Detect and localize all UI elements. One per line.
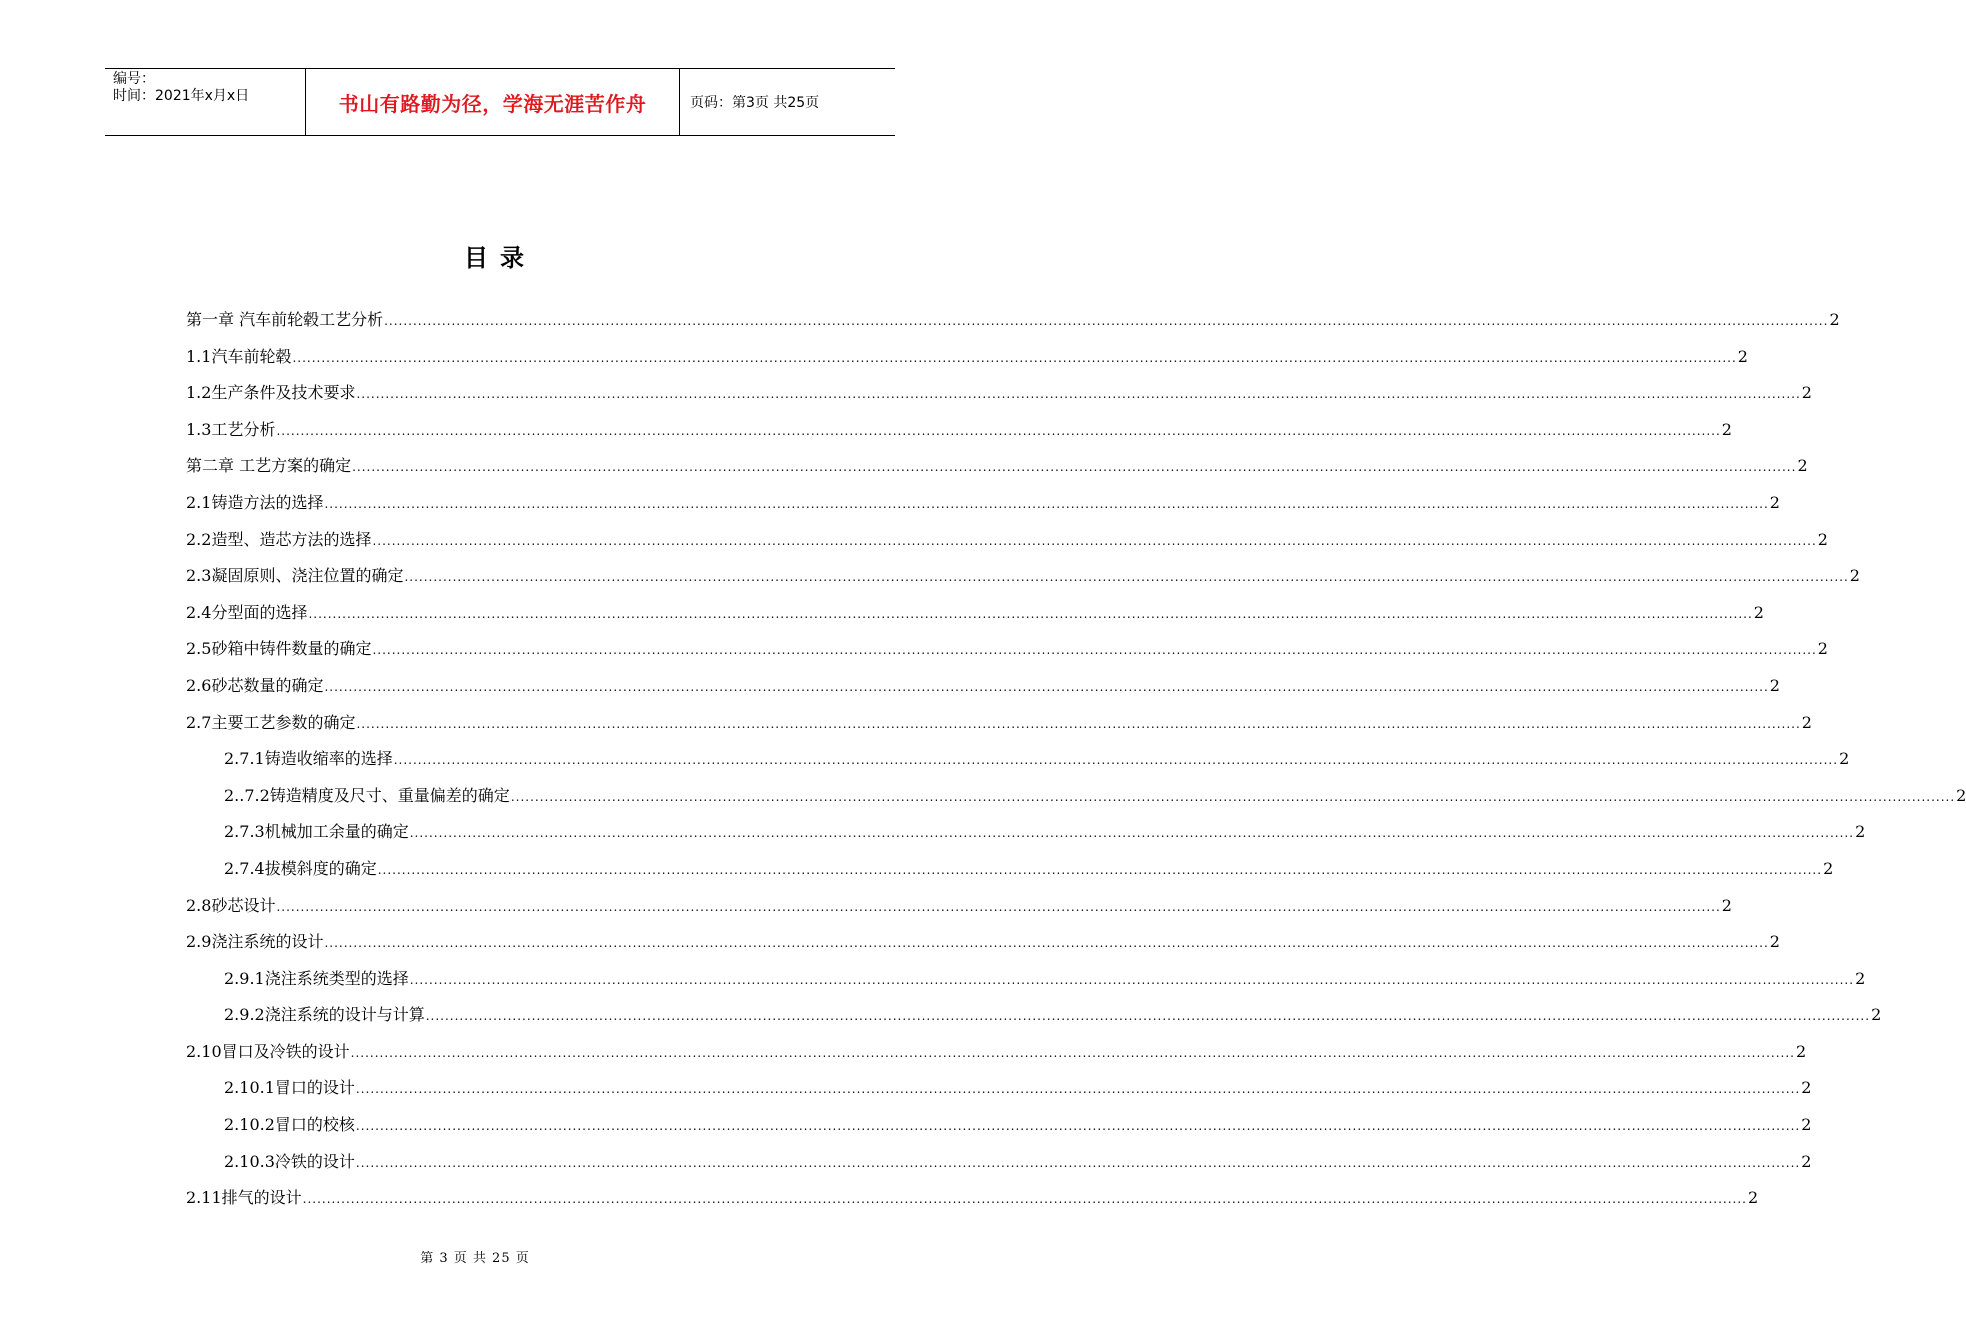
toc-entry[interactable] bbox=[186, 375, 1812, 412]
toc-leader-dots: ............................................................................................................................................................................................................................................................................................................ bbox=[324, 936, 1769, 951]
toc-leader-dots: ............................................................................................................................................................................................................................................................................................................ bbox=[276, 423, 1721, 438]
toc-entry-title: 2.9浇注系统的设计 bbox=[186, 932, 324, 952]
toc-entry[interactable] bbox=[186, 705, 1812, 742]
page-title: 目录 bbox=[464, 244, 536, 272]
toc-entry-page: 2 bbox=[1871, 1005, 1882, 1025]
toc-entry-page: 2 bbox=[1855, 822, 1866, 842]
toc-entry-page: 2 bbox=[1956, 785, 1966, 805]
toc-entry[interactable] bbox=[186, 997, 1882, 1034]
header-motto: 书山有路勤为径，学海无涯苦作舟 bbox=[306, 69, 680, 135]
toc-entry-title: 1.2生产条件及技术要求 bbox=[186, 383, 356, 403]
toc-entry-title: 2.9.2浇注系统的设计与计算 bbox=[224, 1005, 425, 1025]
page-footer: 第 3 页 共 25 页 bbox=[420, 1251, 530, 1266]
toc-leader-dots: ............................................................................................................................................................................................................................................................................................................ bbox=[308, 606, 1753, 621]
toc-entry-page: 2 bbox=[1849, 566, 1860, 586]
toc-entry[interactable] bbox=[186, 631, 1828, 668]
toc-entry-title: 2..7.2铸造精度及尺寸、重量偏差的确定 bbox=[224, 785, 510, 805]
header-page-info: 页码：第3页 共25页 bbox=[690, 95, 820, 111]
toc-entry-title: 1.1汽车前轮毂 bbox=[186, 346, 292, 366]
toc-entry-title: 2.7主要工艺参数的确定 bbox=[186, 712, 356, 732]
toc-leader-dots: ............................................................................................................................................................................................................................................................................................................ bbox=[384, 314, 1829, 328]
toc-entry-title: 2.7.1铸造收缩率的选择 bbox=[224, 749, 393, 769]
toc-entry-title: 1.3工艺分析 bbox=[186, 419, 276, 439]
toc-entry[interactable] bbox=[186, 339, 1748, 376]
toc-entry-page: 2 bbox=[1801, 383, 1812, 403]
toc-entry-page: 2 bbox=[1817, 639, 1828, 659]
toc-entry-title: 2.1铸造方法的选择 bbox=[186, 492, 324, 512]
toc-leader-dots: ............................................................................................................................................................................................................................................................................................................ bbox=[352, 460, 1797, 475]
toc-entry-title: 2.5砂箱中铸件数量的确定 bbox=[186, 639, 372, 659]
toc-entry-title: 2.9.1浇注系统类型的选择 bbox=[224, 968, 409, 988]
toc-leader-dots: ............................................................................................................................................................................................................................................................................................................ bbox=[356, 387, 1801, 402]
toc-entry-page: 2 bbox=[1817, 529, 1828, 549]
toc-entry-title: 2.3凝固原则、浇注位置的确定 bbox=[186, 566, 404, 586]
toc-entry[interactable] bbox=[186, 961, 1866, 998]
toc-leader-dots: ............................................................................................................................................................................................................................................................................................................ bbox=[324, 679, 1769, 694]
toc-entry[interactable] bbox=[186, 595, 1764, 632]
toc-leader-dots: ............................................................................................................................................................................................................................................................................................................ bbox=[350, 1045, 1795, 1060]
toc-entry-page: 2 bbox=[1737, 346, 1748, 366]
toc-entry[interactable] bbox=[186, 485, 1780, 522]
toc-entry-title: 2.7.4拔模斜度的确定 bbox=[224, 858, 377, 878]
toc-entry[interactable] bbox=[186, 302, 1840, 339]
toc-entry[interactable] bbox=[186, 1070, 1812, 1107]
toc-entry-title: 第二章 工艺方案的确定 bbox=[186, 456, 352, 476]
toc-entry-title: 2.11排气的设计 bbox=[186, 1188, 302, 1208]
toc-entry[interactable] bbox=[186, 1107, 1812, 1144]
toc-entry-title: 2.6砂芯数量的确定 bbox=[186, 675, 324, 695]
toc-entry-title: 2.8砂芯设计 bbox=[186, 895, 276, 915]
toc-entry-page: 2 bbox=[1829, 310, 1840, 329]
toc-leader-dots: ............................................................................................................................................................................................................................................................................................................ bbox=[302, 1192, 1747, 1207]
page-header bbox=[105, 68, 895, 136]
toc-leader-dots: ............................................................................................................................................................................................................................................................................................................ bbox=[292, 350, 1737, 365]
toc-entry-page: 2 bbox=[1839, 749, 1850, 769]
toc-leader-dots: ............................................................................................................................................................................................................................................................................................................ bbox=[372, 533, 1817, 548]
toc-leader-dots: ............................................................................................................................................................................................................................................................................................................ bbox=[409, 972, 1855, 987]
toc-entry[interactable] bbox=[186, 888, 1732, 925]
toc-entry-page: 2 bbox=[1769, 675, 1780, 695]
toc-entry-page: 2 bbox=[1721, 895, 1732, 915]
toc-entry-page: 2 bbox=[1801, 1151, 1812, 1171]
table-of-contents bbox=[186, 302, 1966, 1217]
toc-leader-dots: ............................................................................................................................................................................................................................................................................................................ bbox=[393, 753, 1839, 768]
toc-leader-dots: ............................................................................................................................................................................................................................................................................................................ bbox=[324, 496, 1769, 511]
toc-leader-dots: ............................................................................................................................................................................................................................................................................................................ bbox=[356, 716, 1801, 731]
toc-entry[interactable] bbox=[186, 924, 1780, 961]
toc-entry[interactable] bbox=[186, 1144, 1812, 1181]
toc-leader-dots: ............................................................................................................................................................................................................................................................................................................ bbox=[404, 570, 1849, 585]
toc-leader-dots: ............................................................................................................................................................................................................................................................................................................ bbox=[372, 643, 1817, 658]
toc-entry-page: 2 bbox=[1801, 1078, 1812, 1098]
toc-entry-page: 2 bbox=[1801, 712, 1812, 732]
toc-entry-page: 2 bbox=[1769, 492, 1780, 512]
toc-leader-dots: ............................................................................................................................................................................................................................................................................................................ bbox=[425, 1009, 1871, 1024]
toc-entry-page: 2 bbox=[1769, 932, 1780, 952]
toc-entry-page: 2 bbox=[1795, 1041, 1807, 1061]
toc-leader-dots: ............................................................................................................................................................................................................................................................................................................ bbox=[377, 862, 1823, 877]
toc-entry-page: 2 bbox=[1721, 419, 1732, 439]
toc-entry[interactable] bbox=[186, 741, 1850, 778]
toc-entry[interactable] bbox=[186, 1034, 1807, 1071]
toc-leader-dots: ............................................................................................................................................................................................................................................................................................................ bbox=[409, 826, 1855, 841]
toc-entry[interactable] bbox=[186, 814, 1866, 851]
toc-entry[interactable] bbox=[186, 851, 1834, 888]
toc-entry[interactable] bbox=[186, 522, 1828, 559]
header-time-label: 时间：2021年x月x日 bbox=[113, 88, 250, 104]
toc-leader-dots: ............................................................................................................................................................................................................................................................................................................ bbox=[355, 1155, 1801, 1170]
toc-entry-title: 2.4分型面的选择 bbox=[186, 602, 308, 622]
toc-entry-title: 2.10.2冒口的校核 bbox=[224, 1115, 355, 1135]
toc-entry[interactable] bbox=[186, 1180, 1759, 1217]
toc-entry-title: 第一章 汽车前轮毂工艺分析 bbox=[186, 310, 384, 329]
toc-entry-page: 2 bbox=[1855, 968, 1866, 988]
header-meta bbox=[105, 69, 306, 135]
toc-leader-dots: ............................................................................................................................................................................................................................................................................................................ bbox=[510, 789, 1956, 804]
toc-entry-page: 2 bbox=[1747, 1188, 1759, 1208]
toc-entry-page: 2 bbox=[1797, 456, 1808, 476]
toc-entry[interactable] bbox=[186, 412, 1732, 449]
toc-entry[interactable] bbox=[186, 778, 1966, 815]
toc-leader-dots: ............................................................................................................................................................................................................................................................................................................ bbox=[355, 1082, 1801, 1097]
toc-entry-title: 2.10冒口及冷铁的设计 bbox=[186, 1041, 350, 1061]
toc-entry-page: 2 bbox=[1823, 858, 1834, 878]
toc-entry-title: 2.10.3冷铁的设计 bbox=[224, 1151, 355, 1171]
toc-entry[interactable] bbox=[186, 448, 1808, 485]
header-number-label: 编号： bbox=[113, 71, 155, 87]
toc-leader-dots: ............................................................................................................................................................................................................................................................................................................ bbox=[276, 899, 1721, 914]
toc-entry[interactable] bbox=[186, 668, 1780, 705]
toc-entry-title: 2.7.3机械加工余量的确定 bbox=[224, 822, 409, 842]
toc-entry-title: 2.10.1冒口的设计 bbox=[224, 1078, 355, 1098]
toc-leader-dots: ............................................................................................................................................................................................................................................................................................................ bbox=[355, 1119, 1801, 1134]
toc-entry[interactable] bbox=[186, 558, 1860, 595]
toc-entry-page: 2 bbox=[1801, 1115, 1812, 1135]
toc-entry-page: 2 bbox=[1753, 602, 1764, 622]
toc-entry-title: 2.2造型、造芯方法的选择 bbox=[186, 529, 372, 549]
